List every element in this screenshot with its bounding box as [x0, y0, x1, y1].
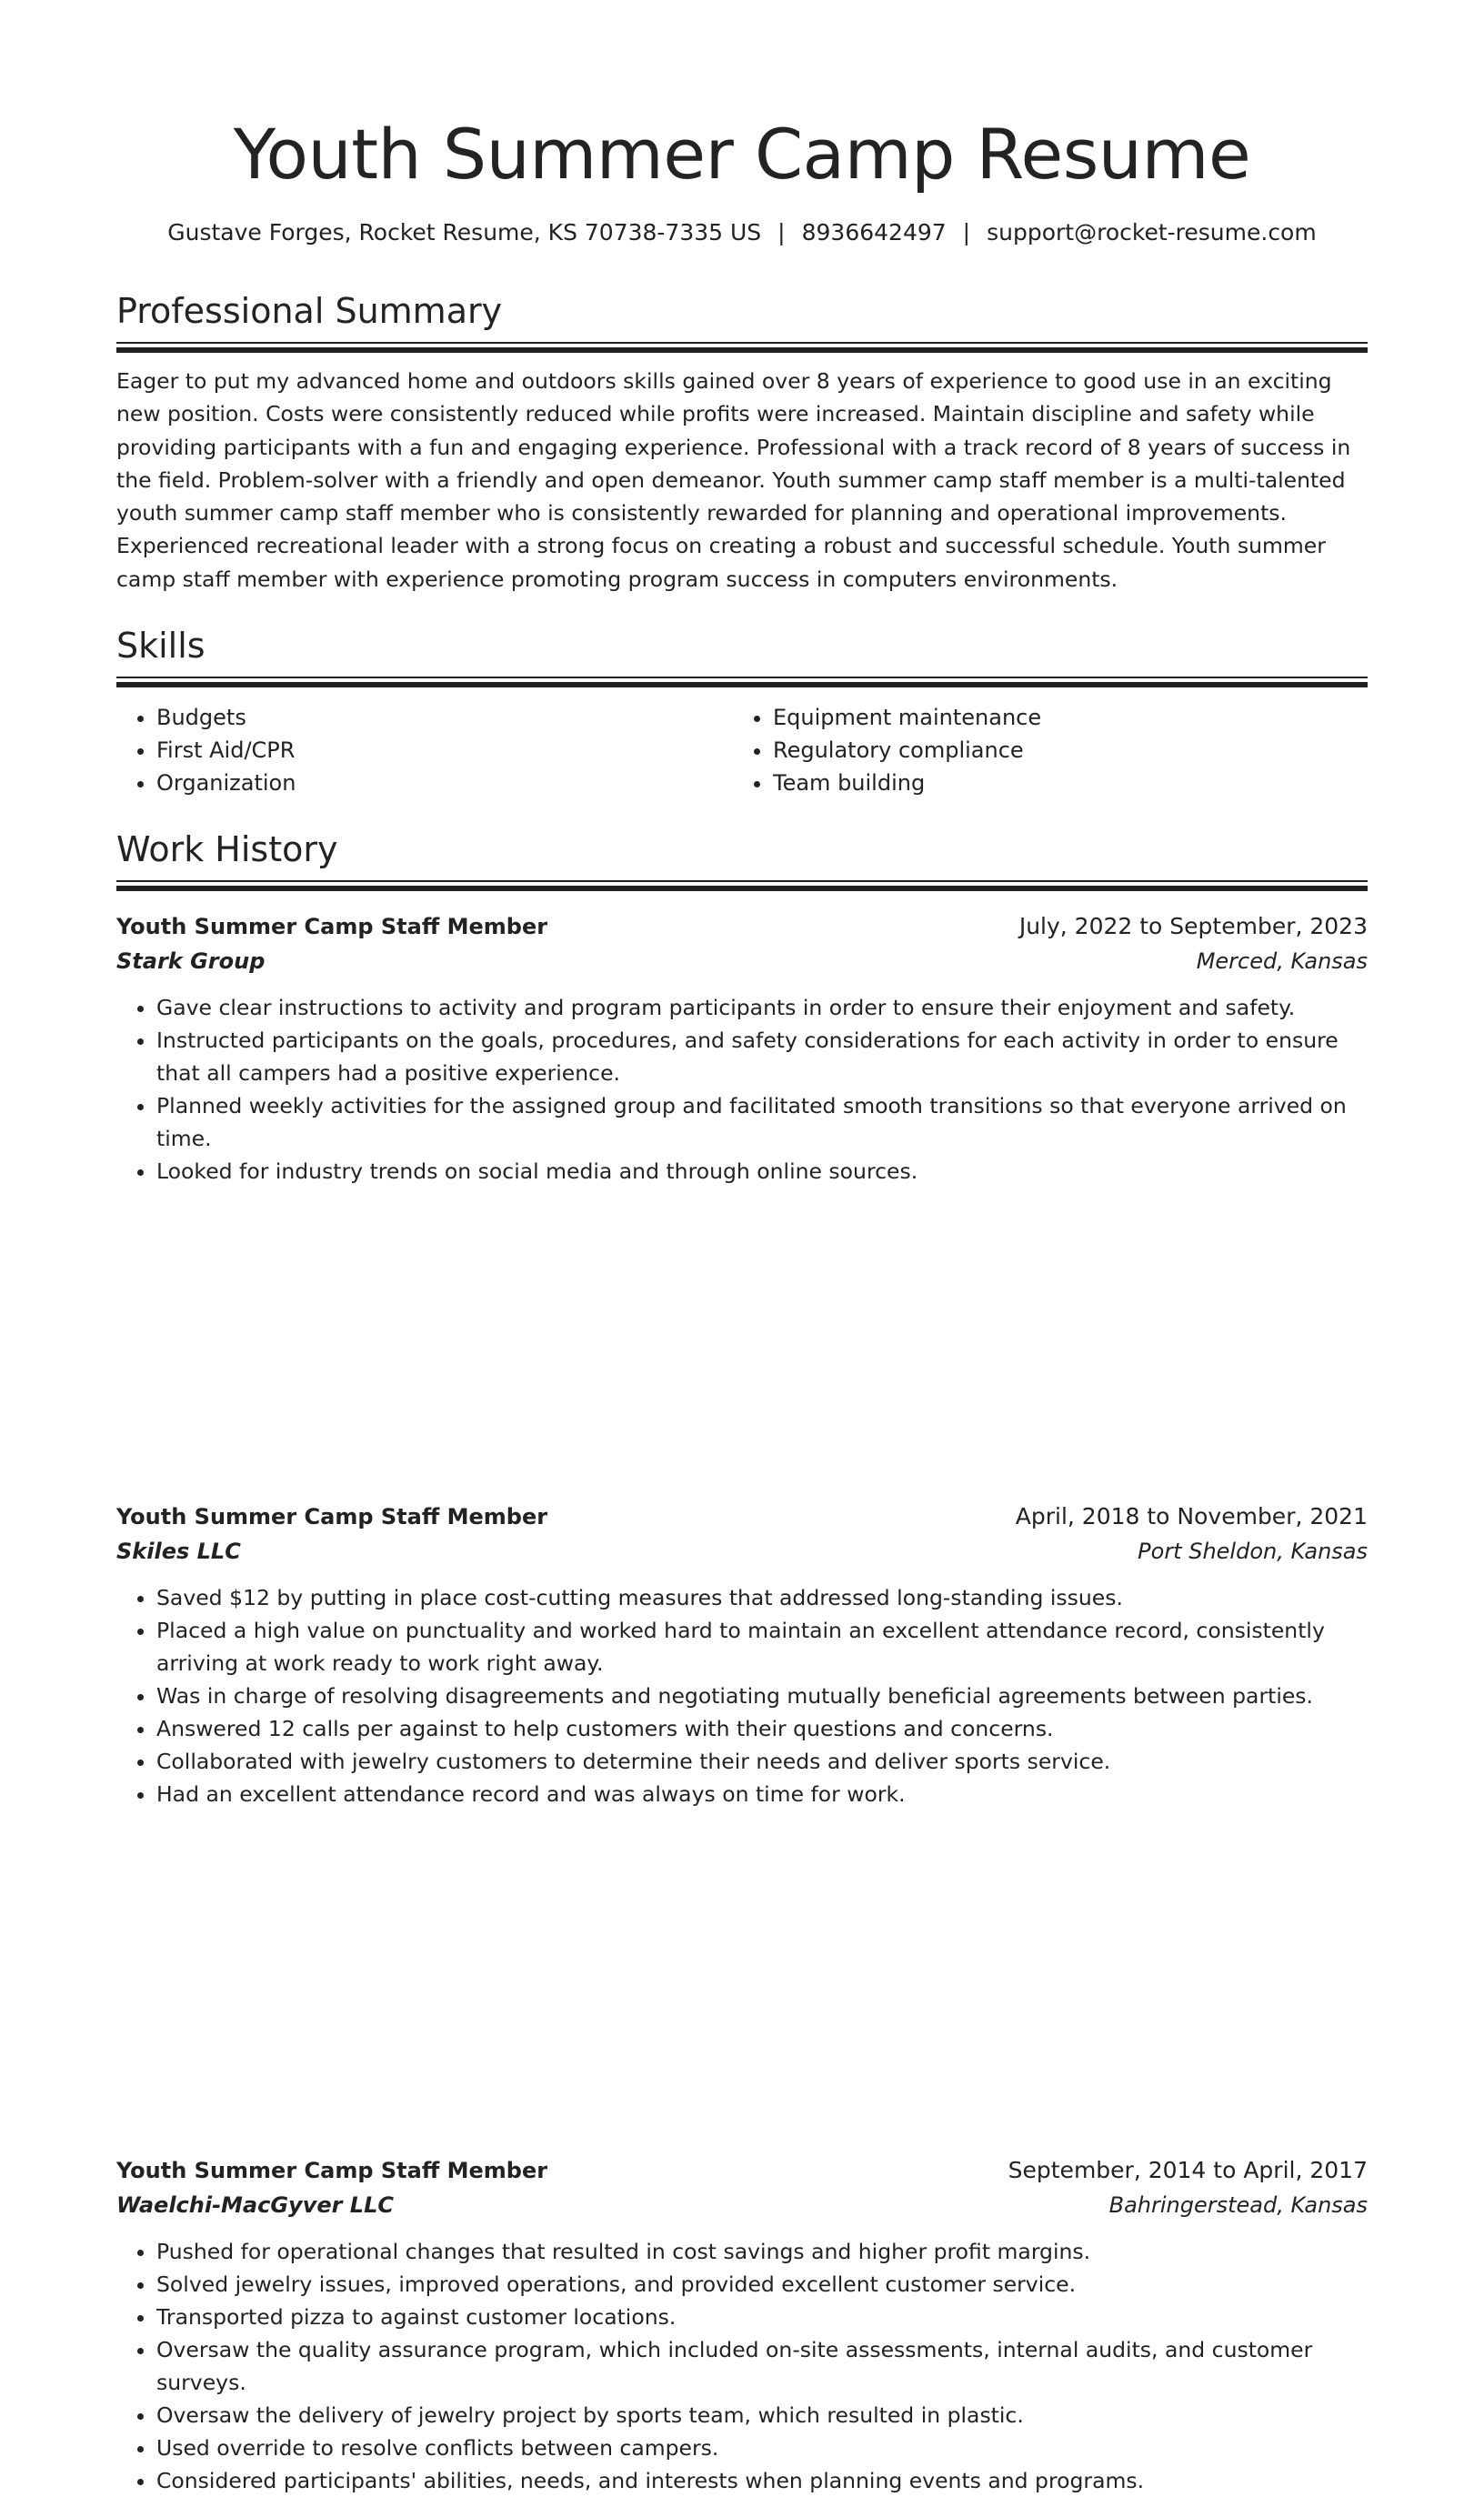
- job-title: Youth Summer Camp Staff Member: [116, 2158, 548, 2183]
- work-section: [116, 826, 1368, 890]
- skill-item: • First Aid/CPR: [156, 734, 733, 767]
- skill-item: • Budgets: [156, 701, 733, 734]
- job-company: Stark Group: [116, 948, 266, 974]
- resume-title: Youth Summer Camp Resume: [233, 114, 1251, 195]
- skill-item: • Equipment maintenance: [773, 701, 1349, 734]
- job-location: Port Sheldon, Kansas: [1138, 1539, 1368, 1564]
- job-bullet: • Instructed participants on the goals, procedures, and safety considerations for each activity in order to ensure that all campers had a positive experience.: [156, 1024, 1368, 1089]
- job-entry: [116, 2153, 1368, 2497]
- job-bullet: • Had an excellent attendance record and was always on time for work.: [156, 1778, 1368, 1810]
- job-bullet: • Oversaw the delivery of jewelry project by sports team, which resulted in plastic.: [156, 2399, 1368, 2432]
- contact-separator: |: [777, 219, 786, 246]
- job-bullet: • Collaborated with jewelry customers to determine their needs and deliver sports service.: [156, 1745, 1368, 1778]
- section-divider: [116, 880, 1368, 890]
- section-divider: [116, 342, 1368, 352]
- job-bullets: [116, 2235, 1368, 2497]
- job-bullet: • Was in charge of resolving disagreements and negotiating mutually beneficial agreements between parties.: [156, 1680, 1368, 1712]
- skill-item: • Team building: [773, 767, 1349, 799]
- skills-columns: [116, 701, 1368, 799]
- job-title: Youth Summer Camp Staff Member: [116, 914, 548, 939]
- job-bullet: • Looked for industry trends on social media and through online sources.: [156, 1155, 1368, 1188]
- contact-line: [116, 216, 1368, 249]
- summary-text: Eager to put my advanced home and outdoors skills gained over 8 years of experience to good use in an exciting new position. Costs were consistently reduced while profits were increased. Maintain discipline and safety while providing participants with a fun and engaging experience. Professional with a track record of 8 years of success in the field. Problem-solver with a friendly and open demeanor. Youth summer camp staff member is a multi-talented youth summer camp staff member who is consistently rewarded for planning and operational improvements. Experienced recreational leader with a strong focus on creating a robust and successful schedule. Youth summer camp staff member with experience promoting program success in computers environments.: [116, 368, 1351, 592]
- skill-item: • Organization: [156, 767, 733, 799]
- job-dates: July, 2022 to September, 2023: [1018, 913, 1368, 939]
- job-bullet: • Solved jewelry issues, improved operations, and provided excellent customer service.: [156, 2268, 1368, 2301]
- job-bullet: • Oversaw the quality assurance program, which included on-site assessments, internal audits, and customer surveys.: [156, 2333, 1368, 2399]
- job-bullet: • Gave clear instructions to activity and program participants in order to ensure their enjoyment and safety.: [156, 991, 1368, 1024]
- job-entry: [116, 909, 1368, 1188]
- skills-section: [116, 622, 1368, 799]
- job-dates: September, 2014 to April, 2017: [1008, 2157, 1368, 2183]
- skill-item: • Regulatory compliance: [773, 734, 1349, 767]
- contact-email: support@rocket-resume.com: [987, 219, 1317, 246]
- job-location: Merced, Kansas: [1196, 948, 1368, 974]
- job-bullets: [116, 991, 1368, 1188]
- job-bullet: • Saved $12 by putting in place cost-cutting measures that addressed long-standing issues.: [156, 1581, 1368, 1614]
- resume-page: [116, 0, 1368, 2493]
- job-company: Waelchi-MacGyver LLC: [116, 2192, 395, 2218]
- work-heading: Work History: [116, 829, 338, 869]
- summary-heading: Professional Summary: [116, 291, 503, 331]
- skills-list-left: [116, 701, 733, 799]
- job-bullet: • Answered 12 calls per against to help customers with their questions and concerns.: [156, 1712, 1368, 1745]
- job-bullets: [116, 1581, 1368, 1810]
- job-company: Skiles LLC: [116, 1539, 241, 1564]
- contact-phone: 8936642497: [801, 219, 947, 246]
- job-entry: [116, 1499, 1368, 1810]
- job-bullet: • Considered participants' abilities, needs, and interests when planning events and programs.: [156, 2464, 1368, 2497]
- contact-address: Gustave Forges, Rocket Resume, KS 70738-7335 US: [167, 219, 762, 246]
- job-dates: April, 2018 to November, 2021: [1015, 1503, 1368, 1529]
- job-location: Bahringerstead, Kansas: [1108, 2192, 1368, 2218]
- skills-list-right: [733, 701, 1349, 799]
- section-divider: [116, 677, 1368, 687]
- job-bullet: • Placed a high value on punctuality and worked hard to maintain an excellent attendance record, consistently arriving at work ready to work right away.: [156, 1614, 1368, 1680]
- summary-section: [116, 287, 1368, 596]
- job-title: Youth Summer Camp Staff Member: [116, 1504, 548, 1529]
- job-bullet: • Transported pizza to against customer locations.: [156, 2301, 1368, 2333]
- job-bullet: • Pushed for operational changes that resulted in cost savings and higher profit margins.: [156, 2235, 1368, 2268]
- job-bullet: • Planned weekly activities for the assigned group and facilitated smooth transitions so that everyone arrived on time.: [156, 1089, 1368, 1155]
- job-bullet: • Used override to resolve conflicts between campers.: [156, 2432, 1368, 2464]
- contact-separator: |: [962, 219, 971, 246]
- skills-heading: Skills: [116, 626, 206, 666]
